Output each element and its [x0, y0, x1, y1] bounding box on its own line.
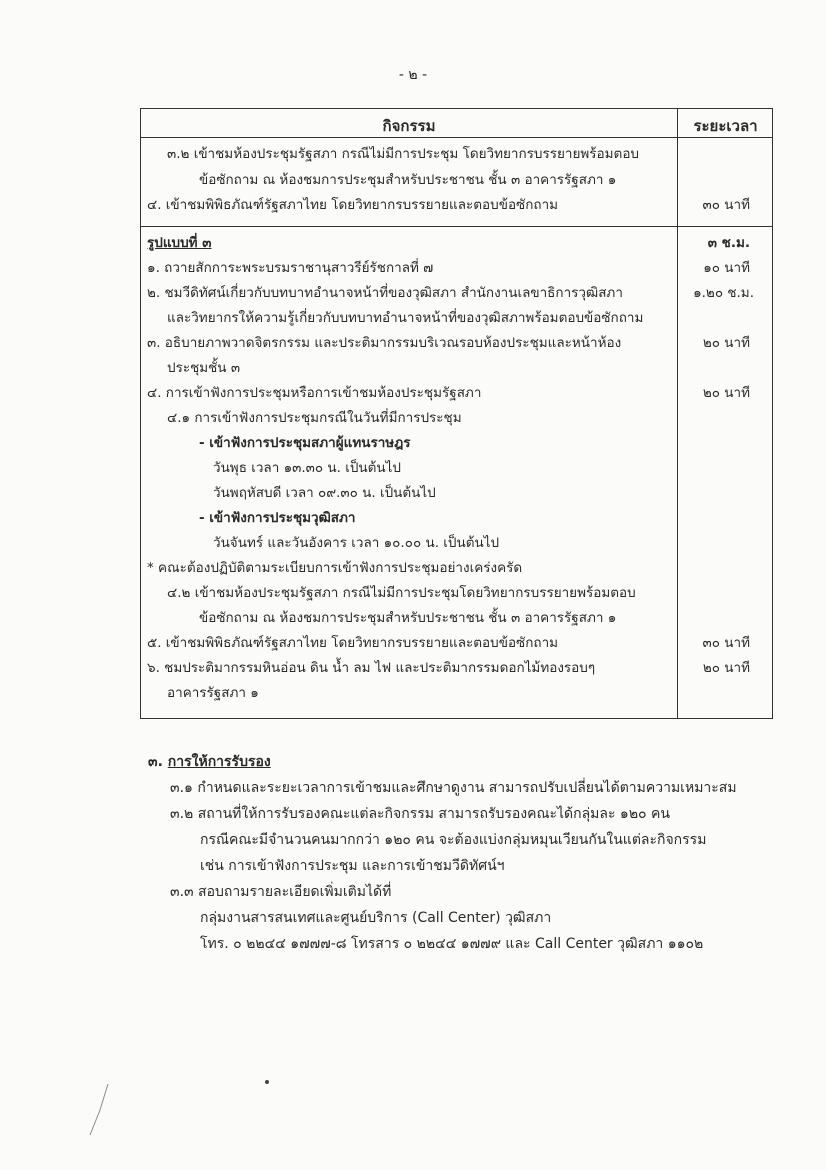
table-row: * คณะต้องปฏิบัติตามระเบียบการเข้าฟังการประชุมอย่างเคร่งครัด — [147, 560, 523, 576]
row-duration: ๓๐ นาที — [702, 635, 750, 651]
table-row: อาคารรัฐสภา ๑ — [167, 685, 259, 701]
table-row: วันพุธ เวลา ๑๓.๓๐ น. เป็นต้นไป — [213, 460, 402, 476]
table-row: ๓. อธิบายภาพวาดจิตรกรรม และประติมากรรมบริเวณรอบห้องประชุมและหน้าห้อง — [147, 335, 622, 351]
table-row: ๔.๒ เข้าชมห้องประชุมรัฐสภา กรณีไม่มีการประชุมโดยวิทยากรบรรยายพร้อมตอบ — [167, 585, 636, 601]
row-duration: ๒๐ นาที — [702, 385, 750, 401]
schedule-table — [140, 108, 773, 719]
table-row: ข้อซักถาม ณ ห้องชมการประชุมสำหรับประชาชน ชั้น ๓ อาคารรัฐสภา ๑ — [199, 610, 617, 626]
section3-heading-text: การให้การรับรอง — [167, 754, 271, 770]
table-row: ๕. เข้าชมพิพิธภัณฑ์รัฐสภาไทย โดยวิทยากรบรรยายและตอบข้อซักถาม — [147, 635, 559, 651]
table-row: ๔.๑ การเข้าฟังการประชุมกรณีในวันที่มีการประชุม — [167, 410, 462, 426]
format3-title: รูปแบบที่ ๓ — [147, 235, 212, 251]
section3-line: ๓.๓ สอบถามรายละเอียดเพิ่มเติมได้ที่ — [170, 884, 392, 900]
row-duration: ๓๐ นาที — [702, 197, 750, 213]
table-row: - เข้าฟังการประชุมสภาผู้แทนราษฎร — [199, 435, 411, 451]
section3-line: ๓.๒ สถานที่ให้การรับรองคณะแต่ละกิจกรรม สามารถรับรองคณะได้กลุ่มละ ๑๒๐ คน — [170, 806, 670, 822]
section3-line: โทร. ๐ ๒๒๔๔ ๑๗๗๗-๘ โทรสาร ๐ ๒๒๔๔ ๑๗๗๙ และ Call Center วุฒิสภา ๑๑๐๒ — [200, 936, 704, 952]
header-activity: กิจกรรม — [382, 117, 436, 135]
table-row: ๔. การเข้าฟังการประชุมหรือการเข้าชมห้องประชุมรัฐสภา — [147, 385, 482, 401]
section-divider — [141, 226, 772, 227]
section3-line: ๓.๑ กำหนดและระยะเวลาการเข้าชมและศึกษาดูงาน สามารถปรับเปลี่ยนได้ตามความเหมาะสม — [170, 780, 737, 796]
row-duration: ๑๐ นาที — [703, 260, 750, 276]
table-row: ๑. ถวายสักการะพระบรมราชานุสาวรีย์รัชกาลที่ ๗ — [147, 260, 434, 276]
row-duration: ๒๐ นาที — [702, 335, 750, 351]
table-row: วันจันทร์ และวันอังคาร เวลา ๑๐.๐๐ น. เป็นต้นไป — [213, 535, 500, 551]
header-duration: ระยะเวลา — [693, 117, 758, 135]
section3-line: กรณีคณะมีจำนวนคนมากกว่า ๑๒๐ คน จะต้องแบ่งกลุ่มหมุนเวียนกันในแต่ละกิจกรรม — [200, 832, 707, 848]
scan-mark — [80, 1080, 120, 1140]
row-duration: ๒๐ นาที — [702, 660, 750, 676]
page-number: - ๒ - — [398, 67, 428, 83]
section3-heading — [148, 752, 271, 772]
column-divider — [677, 109, 678, 718]
table-row: - เข้าฟังการประชุมวุฒิสภา — [199, 510, 356, 526]
table-row: ๔. เข้าชมพิพิธภัณฑ์รัฐสภาไทย โดยวิทยากรบรรยายและตอบข้อซักถาม — [147, 197, 559, 213]
section3-heading-num: ๓. — [148, 754, 163, 770]
table-row: และวิทยากรให้ความรู้เกี่ยวกับบทบาทอำนาจหน้าที่ของวุฒิสภาพร้อมตอบข้อซักถาม — [167, 310, 644, 326]
section3-line: เช่น การเข้าฟังการประชุม และการเข้าชมวีดิทัศน์ฯ — [200, 858, 505, 874]
table-row: ข้อซักถาม ณ ห้องชมการประชุมสำหรับประชาชน ชั้น ๓ อาคารรัฐสภา ๑ — [199, 172, 617, 188]
table-row: ๒. ชมวีดิทัศน์เกี่ยวกับบทบาทอำนาจหน้าที่ของวุฒิสภา สำนักงานเลขาธิการวุฒิสภา — [147, 285, 623, 301]
table-row: วันพฤหัสบดี เวลา ๐๙.๓๐ น. เป็นต้นไป — [213, 485, 436, 501]
scan-dot — [265, 1080, 269, 1084]
section3-line: กลุ่มงานสารสนเทศและศูนย์บริการ (Call Center) วุฒิสภา — [200, 910, 552, 926]
row-duration: ๑.๒๐ ช.ม. — [693, 285, 754, 301]
table-row: ๓.๒ เข้าชมห้องประชุมรัฐสภา กรณีไม่มีการประชุม โดยวิทยากรบรรยายพร้อมตอบ — [167, 146, 639, 162]
format3-total: ๓ ช.ม. — [707, 235, 750, 251]
table-row: ๖. ชมประติมากรรมหินอ่อน ดิน น้ำ ลม ไฟ และประติมากรรมดอกไม้ทองรอบๆ — [147, 660, 596, 676]
table-row: ประชุมชั้น ๓ — [167, 360, 241, 376]
